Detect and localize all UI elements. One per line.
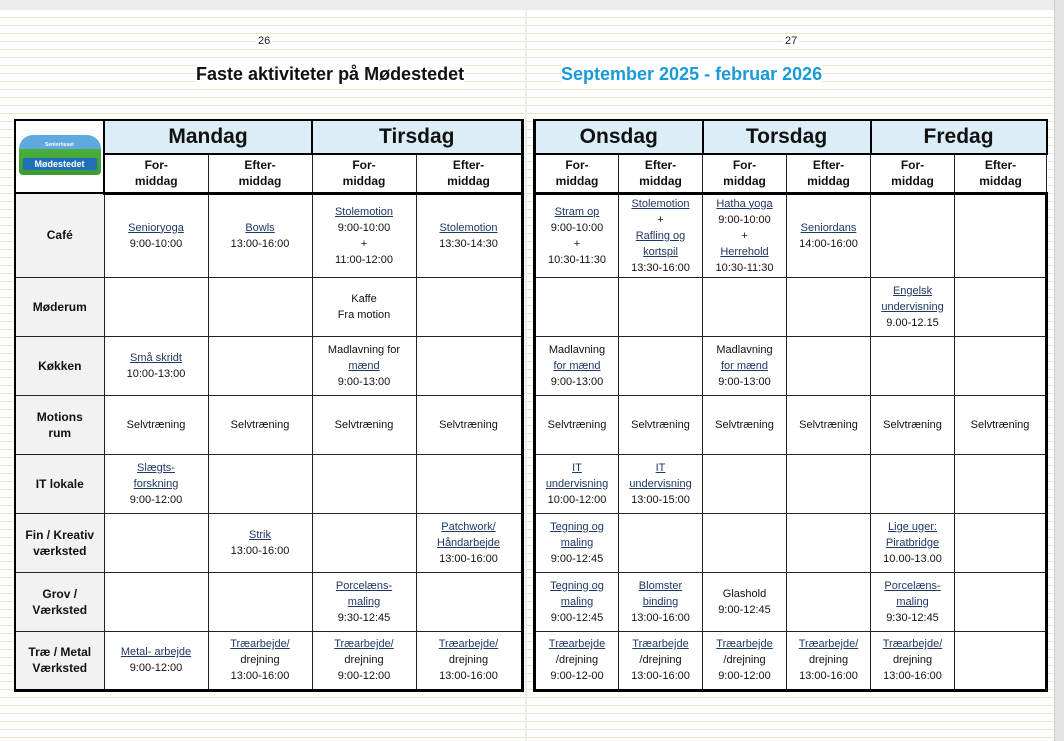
cell-line: 13:00-16:00 [883, 670, 942, 682]
schedule-cell [619, 193, 703, 277]
cell-line: IT lokale [35, 476, 84, 491]
cell-line: Stolemotion [631, 197, 690, 210]
cell-line: Tegning og [550, 579, 604, 592]
cell-line: Efter- [984, 158, 1017, 173]
cell-line: rum [48, 425, 72, 440]
schedule-cell [535, 193, 619, 277]
cell-line: 13:00-16:00 [439, 670, 498, 682]
cell-line: Engelsk [892, 284, 933, 297]
cell-line: Café [46, 228, 73, 243]
cell-line: værksted [33, 543, 87, 558]
schedule-table-right [533, 119, 1048, 692]
cell-line: Selvtræning [970, 418, 1030, 431]
subheader-morning [703, 154, 787, 193]
room-label [15, 454, 104, 513]
cell-line: Madlavning [716, 343, 773, 356]
cell-line: binding [642, 595, 679, 608]
day-header-torsdag: Torsdag [703, 120, 871, 154]
cell-line: + [573, 237, 581, 250]
logo-text: Mødestedet [23, 158, 97, 170]
cell-line: forskning [133, 477, 179, 490]
cell-line: middag [342, 174, 386, 189]
subheader-afternoon [208, 154, 312, 193]
schedule-cell [955, 395, 1047, 454]
cell-line: Porcelæns- [335, 579, 393, 592]
schedule-cell [787, 336, 871, 395]
schedule-cell [703, 277, 787, 336]
cell-line: For- [352, 158, 376, 173]
schedule-cell [871, 631, 955, 690]
cell-line: 13:30-16:00 [631, 261, 690, 274]
cell-line: Selvtræning [883, 418, 942, 431]
cell-line: Håndarbejde [437, 536, 500, 549]
cell-line: Stolemotion [334, 205, 394, 218]
cell-line: Træarbejde/ [882, 638, 943, 650]
schedule-cell [312, 193, 416, 277]
schedule-cell [104, 277, 208, 336]
cell-line: drejning [344, 654, 384, 666]
cell-line: middag [723, 174, 766, 189]
cell-line: Stolemotion [439, 221, 498, 234]
schedule-cell [955, 513, 1047, 572]
cell-line: drejning [892, 654, 933, 666]
schedule-cell [787, 193, 871, 277]
cell-line: 9:00-10:00 [129, 237, 183, 250]
cell-line: middag [238, 174, 282, 189]
cell-line: 10:00-12:00 [547, 493, 607, 506]
schedule-cell [208, 454, 312, 513]
cell-line: 11:00-12:00 [335, 253, 393, 266]
schedule-cell [416, 513, 522, 572]
schedule-cell [416, 572, 522, 631]
cell-line: 9:00-12:45 [550, 611, 604, 624]
room-label [15, 513, 104, 572]
schedule-cell [208, 277, 312, 336]
subheader-afternoon [955, 154, 1047, 193]
schedule-cell [703, 631, 787, 690]
cell-line: 10:00-13:00 [126, 367, 186, 380]
schedule-row [15, 572, 522, 631]
cell-line: Fin / Kreativ [25, 527, 95, 542]
schedule-cell [871, 513, 955, 572]
cell-line: Hatha yoga [716, 197, 773, 210]
cell-line: undervisning [881, 300, 944, 313]
schedule-cell [619, 454, 703, 513]
cell-line: Værksted [32, 602, 88, 617]
subheader-morning [871, 154, 955, 193]
cell-line: Selvtræning [799, 418, 858, 431]
cell-line: Selvtræning [631, 418, 690, 431]
schedule-cell [871, 277, 955, 336]
cell-line: middag [639, 174, 682, 189]
schedule-cell [619, 513, 703, 572]
schedule-cell [787, 277, 871, 336]
cell-line: 13:00-16:00 [230, 237, 290, 250]
cell-line: 13:00-16:00 [631, 670, 690, 682]
cell-line: For- [565, 158, 589, 173]
schedule-cell [955, 277, 1047, 336]
schedule-cell [619, 277, 703, 336]
schedule-cell [703, 572, 787, 631]
cell-line: Selvtræning [715, 418, 774, 431]
schedule-row [535, 513, 1047, 572]
schedule-cell [208, 395, 312, 454]
day-header-onsdag: Onsdag [535, 120, 703, 154]
schedule-row [15, 631, 522, 690]
schedule-cell [104, 513, 208, 572]
day-header-tirsdag: Tirsdag [312, 120, 522, 154]
cell-line: 14:00-16:00 [799, 237, 858, 250]
cell-line: For- [732, 158, 757, 173]
schedule-cell [208, 513, 312, 572]
cell-line: 9:30-12:45 [337, 611, 391, 624]
cell-line: Lige uger: [888, 520, 937, 533]
cell-line: Træ / Metal [28, 645, 92, 659]
cell-line: middag [447, 174, 490, 189]
cell-line: 13:00-16:00 [439, 552, 498, 565]
cell-line: Madlavning [548, 343, 606, 356]
room-label [15, 336, 104, 395]
schedule-cell [535, 395, 619, 454]
cell-line: 13:00-16:00 [230, 670, 290, 682]
cell-line: Selvtræning [547, 418, 607, 431]
room-label [15, 395, 104, 454]
schedule-cell [871, 395, 955, 454]
schedule-row [535, 572, 1047, 631]
cell-line: For- [144, 158, 168, 173]
schedule-cell [416, 336, 522, 395]
cell-line: 13:00-16:00 [631, 611, 690, 624]
cell-line: Tegning og [550, 520, 604, 533]
schedule-cell [787, 395, 871, 454]
schedule-row [535, 631, 1047, 690]
subheader-morning [104, 154, 208, 193]
cell-line: Glashold [722, 587, 767, 600]
cell-line: + [657, 213, 664, 226]
cell-line: maling [560, 595, 594, 608]
day-header-mandag: Mandag [104, 120, 312, 154]
page-right [527, 10, 1054, 741]
cell-line: Selvtræning [126, 418, 186, 431]
schedule-row [15, 395, 522, 454]
schedule-cell [871, 454, 955, 513]
schedule-cell [535, 454, 619, 513]
schedule-cell [619, 631, 703, 690]
cell-line: Træarbejde [632, 638, 689, 650]
cell-line: IT [655, 461, 666, 474]
cell-line: 9:00-12:00 [718, 670, 771, 682]
cell-line: 10:30-11:30 [548, 253, 606, 266]
room-label [15, 631, 104, 690]
schedule-cell [871, 193, 955, 277]
cell-line: 9:00-12:00 [129, 662, 183, 674]
cell-line: Efter- [812, 158, 845, 173]
cell-line: drejning [808, 654, 849, 666]
cell-line: Rafling og [635, 229, 686, 242]
schedule-cell [416, 395, 522, 454]
cell-line: /drejning [555, 654, 599, 666]
schedule-cell [955, 454, 1047, 513]
heading-period: September 2025 - februar 2026 [561, 64, 823, 84]
cell-line: Fra motion [337, 308, 391, 321]
schedule-cell [104, 395, 208, 454]
cell-line: Grov / [42, 586, 78, 601]
schedule-cell [619, 336, 703, 395]
logo-top-text: Seniorhuset [45, 142, 74, 148]
schedule-cell [416, 454, 522, 513]
schedule-cell [871, 336, 955, 395]
schedule-cell [104, 193, 208, 277]
cell-line: 9:00-13:00 [337, 375, 391, 388]
cell-line: Selvtræning [334, 418, 394, 431]
schedule-cell [208, 572, 312, 631]
schedule-cell [535, 572, 619, 631]
schedule-cell [703, 395, 787, 454]
cell-line: mænd [348, 359, 380, 372]
schedule-cell [312, 631, 416, 690]
schedule-cell [619, 572, 703, 631]
schedule-cell [787, 513, 871, 572]
schedule-cell [787, 454, 871, 513]
page-left [0, 10, 525, 741]
cell-line: middag [555, 174, 599, 189]
subheader-morning [312, 154, 416, 193]
schedule-cell [955, 572, 1047, 631]
cell-line: 9:00-10:00 [718, 213, 771, 226]
cell-line: Træarbejde/ [230, 638, 290, 650]
cell-line: undervisning [545, 477, 609, 490]
cell-line: Træarbejde [548, 638, 606, 650]
cell-line: Metal- arbejde [120, 646, 192, 658]
cell-line: middag [134, 174, 178, 189]
schedule-row [15, 193, 522, 277]
cell-line: 9:30-12:45 [886, 611, 939, 624]
cell-line: Træarbejde/ [334, 638, 394, 650]
cell-line: 9:00-12:45 [718, 603, 771, 616]
day-header-fredag: Fredag [871, 120, 1047, 154]
schedule-cell [312, 395, 416, 454]
cell-line: 9:00-12:45 [550, 552, 604, 565]
page-number-right: 27 [785, 35, 798, 47]
day-header-row [535, 120, 1047, 154]
schedule-row [535, 193, 1047, 277]
cell-line: 9:00-10:00 [550, 221, 604, 234]
cell-line: Piratbridge [885, 536, 940, 549]
cell-line: Patchwork/ [441, 520, 496, 533]
cell-line: Træarbejde/ [798, 638, 859, 650]
cell-line: for mænd [720, 359, 769, 372]
schedule-row [15, 277, 522, 336]
cell-line: Små skridt [130, 351, 182, 364]
schedule-cell [703, 336, 787, 395]
scrollbar-strip[interactable] [1054, 0, 1064, 741]
cell-line: Seniordans [800, 221, 857, 234]
room-label [15, 193, 104, 277]
schedule-cell [787, 572, 871, 631]
logo-cell [15, 120, 104, 193]
cell-line: Stram op [554, 205, 600, 218]
cell-line: drejning [448, 654, 489, 666]
cell-line: Herrehold [720, 245, 769, 258]
schedule-cell [955, 336, 1047, 395]
cell-line: + [360, 237, 368, 250]
cell-line: Selvtræning [230, 418, 290, 431]
cell-line: middag [891, 174, 934, 189]
cell-line: + [741, 229, 748, 242]
schedule-cell [208, 336, 312, 395]
cell-line: 9:00-12:00 [337, 670, 391, 682]
schedule-cell [703, 193, 787, 277]
cell-line: Madlavning for [327, 343, 401, 356]
cell-line: Blomster [638, 579, 683, 592]
cell-line: Senioryoga [128, 221, 184, 234]
schedule-row [15, 513, 522, 572]
schedule-row [15, 336, 522, 395]
subheader-row [535, 154, 1047, 193]
cell-line: 13:00-15:00 [631, 493, 690, 506]
modestedet-logo [19, 135, 101, 175]
cell-line: Møderum [32, 299, 87, 314]
cell-line: undervisning [629, 477, 692, 490]
schedule-cell [535, 277, 619, 336]
cell-line: maling [347, 595, 381, 608]
cell-line: middag [807, 174, 850, 189]
room-label [15, 572, 104, 631]
cell-line: 10:30-11:30 [715, 261, 774, 274]
cell-line: 9:00-10:00 [337, 221, 391, 234]
schedule-cell [619, 395, 703, 454]
cell-line: Strik [249, 528, 271, 541]
room-label [15, 277, 104, 336]
schedule-row [535, 395, 1047, 454]
cell-line: Selvtræning [439, 418, 498, 431]
schedule-cell [416, 631, 522, 690]
subheader-afternoon [787, 154, 871, 193]
page-number-left: 26 [258, 35, 271, 47]
cell-line: /drejning [723, 654, 766, 666]
schedule-row [535, 277, 1047, 336]
schedule-cell [535, 631, 619, 690]
schedule-cell [871, 572, 955, 631]
schedule-cell [703, 454, 787, 513]
schedule-cell [312, 572, 416, 631]
schedule-cell [312, 513, 416, 572]
schedule-cell [208, 631, 312, 690]
day-header-row [15, 120, 522, 154]
cell-line: 9:00-13:00 [550, 375, 604, 388]
schedule-cell [955, 193, 1047, 277]
cell-line: Slægts- [137, 461, 175, 474]
cell-line: Motions [36, 409, 83, 424]
cell-line: maling [896, 595, 929, 608]
cell-line: maling [560, 536, 594, 549]
cell-line: 10.00-13.00 [883, 552, 942, 565]
subheader-afternoon [619, 154, 703, 193]
schedule-cell [104, 572, 208, 631]
cell-line: Træarbejde [716, 638, 773, 650]
schedule-cell [312, 336, 416, 395]
schedule-row [535, 454, 1047, 513]
schedule-cell [535, 513, 619, 572]
schedule-row [535, 336, 1047, 395]
cell-line: for mænd [553, 359, 601, 372]
cell-line: Porcelæns- [884, 579, 941, 592]
schedule-cell [104, 454, 208, 513]
cell-line: 9:00-12:00 [129, 493, 183, 506]
cell-line: IT [572, 461, 582, 474]
cell-line: Efter- [244, 158, 276, 173]
heading-title: Faste aktiviteter på Mødestedet [196, 64, 465, 84]
cell-line: 13:00-16:00 [230, 544, 290, 557]
subheader-morning [535, 154, 619, 193]
cell-line: middag [979, 174, 1022, 189]
schedule-table-left [14, 119, 524, 692]
cell-line: Bowls [245, 221, 275, 234]
cell-line: /drejning [639, 654, 682, 666]
schedule-cell [955, 631, 1047, 690]
schedule-row [15, 454, 522, 513]
cell-line: drejning [240, 654, 280, 666]
cell-line: For- [900, 158, 925, 173]
cell-line: kortspil [643, 245, 678, 258]
schedule-cell [312, 454, 416, 513]
schedule-cell [703, 513, 787, 572]
schedule-cell [208, 193, 312, 277]
schedule-cell [104, 336, 208, 395]
cell-line: Kaffe [351, 292, 377, 305]
schedule-cell [312, 277, 416, 336]
schedule-cell [416, 193, 522, 277]
cell-line: 9:00-12-00 [550, 670, 604, 682]
schedule-cell [104, 631, 208, 690]
cell-line: Træarbejde/ [438, 638, 499, 650]
cell-line: 13:00-16:00 [799, 670, 858, 682]
cell-line: Efter- [644, 158, 677, 173]
subheader-afternoon [416, 154, 522, 193]
schedule-cell [787, 631, 871, 690]
cell-line: 9.00-12.15 [886, 316, 939, 329]
cell-line: Værksted [32, 661, 88, 675]
schedule-cell [416, 277, 522, 336]
schedule-cell [535, 336, 619, 395]
cell-line: 9:00-13:00 [718, 375, 771, 388]
cell-line: Køkken [38, 358, 82, 373]
cell-line: Efter- [452, 158, 485, 173]
cell-line: 13:30-14:30 [439, 237, 498, 250]
